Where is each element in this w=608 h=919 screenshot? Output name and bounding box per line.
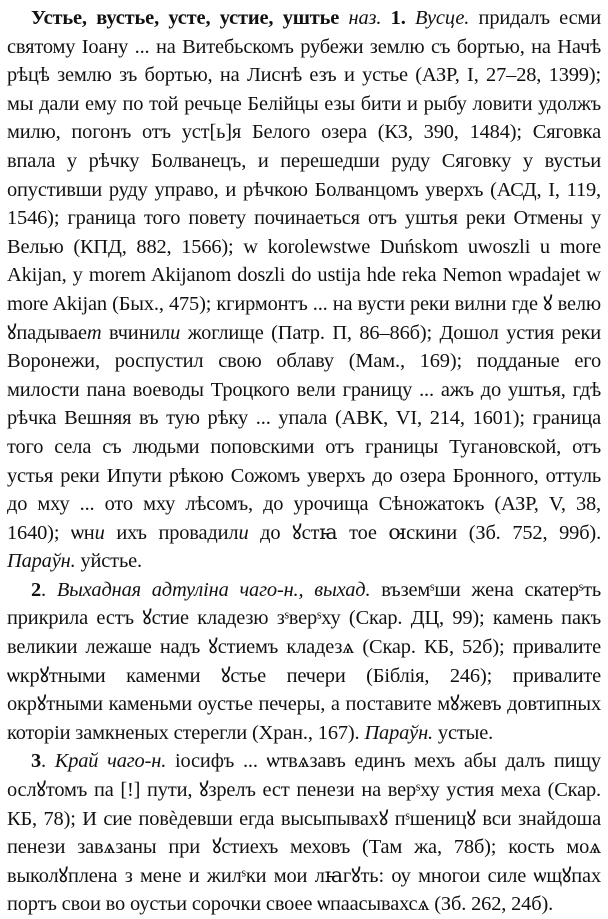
sense-citations: жоглище (Патр. П, 86–86б); Дошол устия реки Воронежи, роспустил свою облаву (Мам., 169); подданые его милости пана воеводы Троцкого вели границу ... ажъ до уштья, гдѣ рѣчка Вешняя въ тую рѣку ... упала (АВК, VI, 214, 1601); граница того села съ людьми поповскими отъ границы Тугановской, отъ устья реки Ипути рѣкою Сожомъ уверхъ до озера Бронного, оттуль до мху ... ото мху лѣсомъ, до урочища Сѣножатокъ (АЗР, V, 38, 1640); ѡн xyxy=(7,321,601,544)
equivalent-word: устые. xyxy=(432,721,494,744)
sense-citations: до ꙋстꙗ тое ꙕскини (Зб. 752, 99б). xyxy=(248,521,602,544)
sense-number: 1. xyxy=(390,7,406,29)
sense-definition: Край чаго-н. xyxy=(54,750,167,773)
sense-citations: вчинил xyxy=(101,321,171,344)
sense-number: 3 xyxy=(31,750,42,773)
superscript-letter: т xyxy=(86,321,102,344)
headword: Устье, вустье, усте, устие, уштье xyxy=(31,7,340,29)
grammar-label: наз. xyxy=(348,7,382,29)
sense-3-paragraph: 3. Край чаго-н. іосифъ ... ѡтвѧзавъ единъ мехъ абы далъ пищу ослꙋтомъ па [!] пути, ꙋзрелъ ест пенези на верˢху устия меха (Скар. КБ, 78); И сие повѐдевши егда высыпывахꙋ пˢшеницꙋ вси знайдоша пенези завѧзаны при ꙋстиехъ меховъ (Там жа, 78б); кость моѧ выколꙋплена з мене и жилˢки мои лꙗгꙋть: оу многои силе ѡщꙋпах портъ свои во оустьи сорочки своее ѡпаасывахсѧ (Зб. 262, 24б). xyxy=(7,750,601,916)
sense-citations: въземˢши жена скатерˢть прикрила естъ ꙋстие кладезю зˢверˢху (Скар. ДЦ, 99); камень пакъ великии лежаше надъ ꙋстиемъ кладезѧ (Скар. КБ, 52б); привалите ѡкрꙋтными каменми ꙋстье печери (Біблія, 246); привалите окрꙋтными каменьми оустье печеры, а поставите мꙋжевъ довтипных которіи замкненых стерегли (Хран., 167). xyxy=(7,578,601,744)
equivalent-word: уйстье. xyxy=(75,550,142,573)
sense-citations: іосифъ ... ѡтвѧзавъ единъ мехъ абы далъ пищу ослꙋтомъ па [!] пути, ꙋзрелъ ест пенези на верˢху устия меха (Скар. КБ, 78); И сие повѐдевши егда высыпывахꙋ пˢшеницꙋ вси знайдоша пенези завѧзаны при ꙋстиехъ меховъ (Там жа, 78б); кость моѧ выколꙋплена з мене и жилˢки мои лꙗгꙋть: оу многои силе ѡщꙋпах портъ свои во оустьи сорочки своее ѡпаасывахсѧ (Зб. 262, 24б). xyxy=(7,750,601,916)
dictionary-entry xyxy=(7,4,601,919)
superscript-letter: и xyxy=(238,521,249,544)
sense-1-paragraph xyxy=(7,4,601,576)
equivalent-label: Параўн. xyxy=(7,550,76,573)
superscript-letter: и xyxy=(170,321,181,344)
sense-citations: придалъ есми святому Іоану ... на Витебьскомъ рубежи землю съ бортью, на Начѣ рѣцѣ землю зъ бортью, на Лиснѣ езъ и устье (АЗР, I, 27–28, 1399); мы дали ему по той речьце Белійцы езы бити и рыбу ловити удолжъ милю, погонъ отъ уст[ь]я Белого озера (КЗ, 390, 1484); Сяговка впала у рѣчку Болванецъ, и перешедши руду Сяговку у вустьи опустивши руду управо, и рѣчкою Болванцомъ уверхъ (АСД, I, 119, 1546); граница того повету починаеться отъ уштья реки Отмены у Велью (КПД, 882, 1566); w korolewstwe Duńskom uwoszli u more Akijan, y morem Akijanom doszli do ustija hde reka Nemon wpadajet w more Akijan (Бых., 475); кгирмонтъ ... на вусти реки вилни где ꙋ велю ꙋпадываe xyxy=(7,7,602,344)
sense-2-paragraph: 2. Выхадная адтуліна чаго-н., выхад. въземˢши жена скатерˢть прикрила естъ ꙋстие кладезю зˢверˢху (Скар. ДЦ, 99); камень пакъ великии лежаше надъ ꙋстиемъ кладезѧ (Скар. КБ, 52б); привалите ѡкрꙋтными каменми ꙋстье печери (Біблія, 246); привалите окрꙋтными каменьми оустье печеры, а поставите мꙋжевъ довтипных которіи замкненых стерегли (Хран., 167). Параўн. устые. xyxy=(7,578,601,744)
superscript-letter: и xyxy=(94,521,105,544)
sense-definition: Вусце. xyxy=(415,7,470,29)
equivalent-label: Параўн. xyxy=(364,721,433,744)
sense-citations: ихъ провадил xyxy=(104,521,239,544)
sense-definition: Выхадная адтуліна чаго-н., выхад. xyxy=(56,578,371,601)
sense-number: 2 xyxy=(31,578,42,601)
